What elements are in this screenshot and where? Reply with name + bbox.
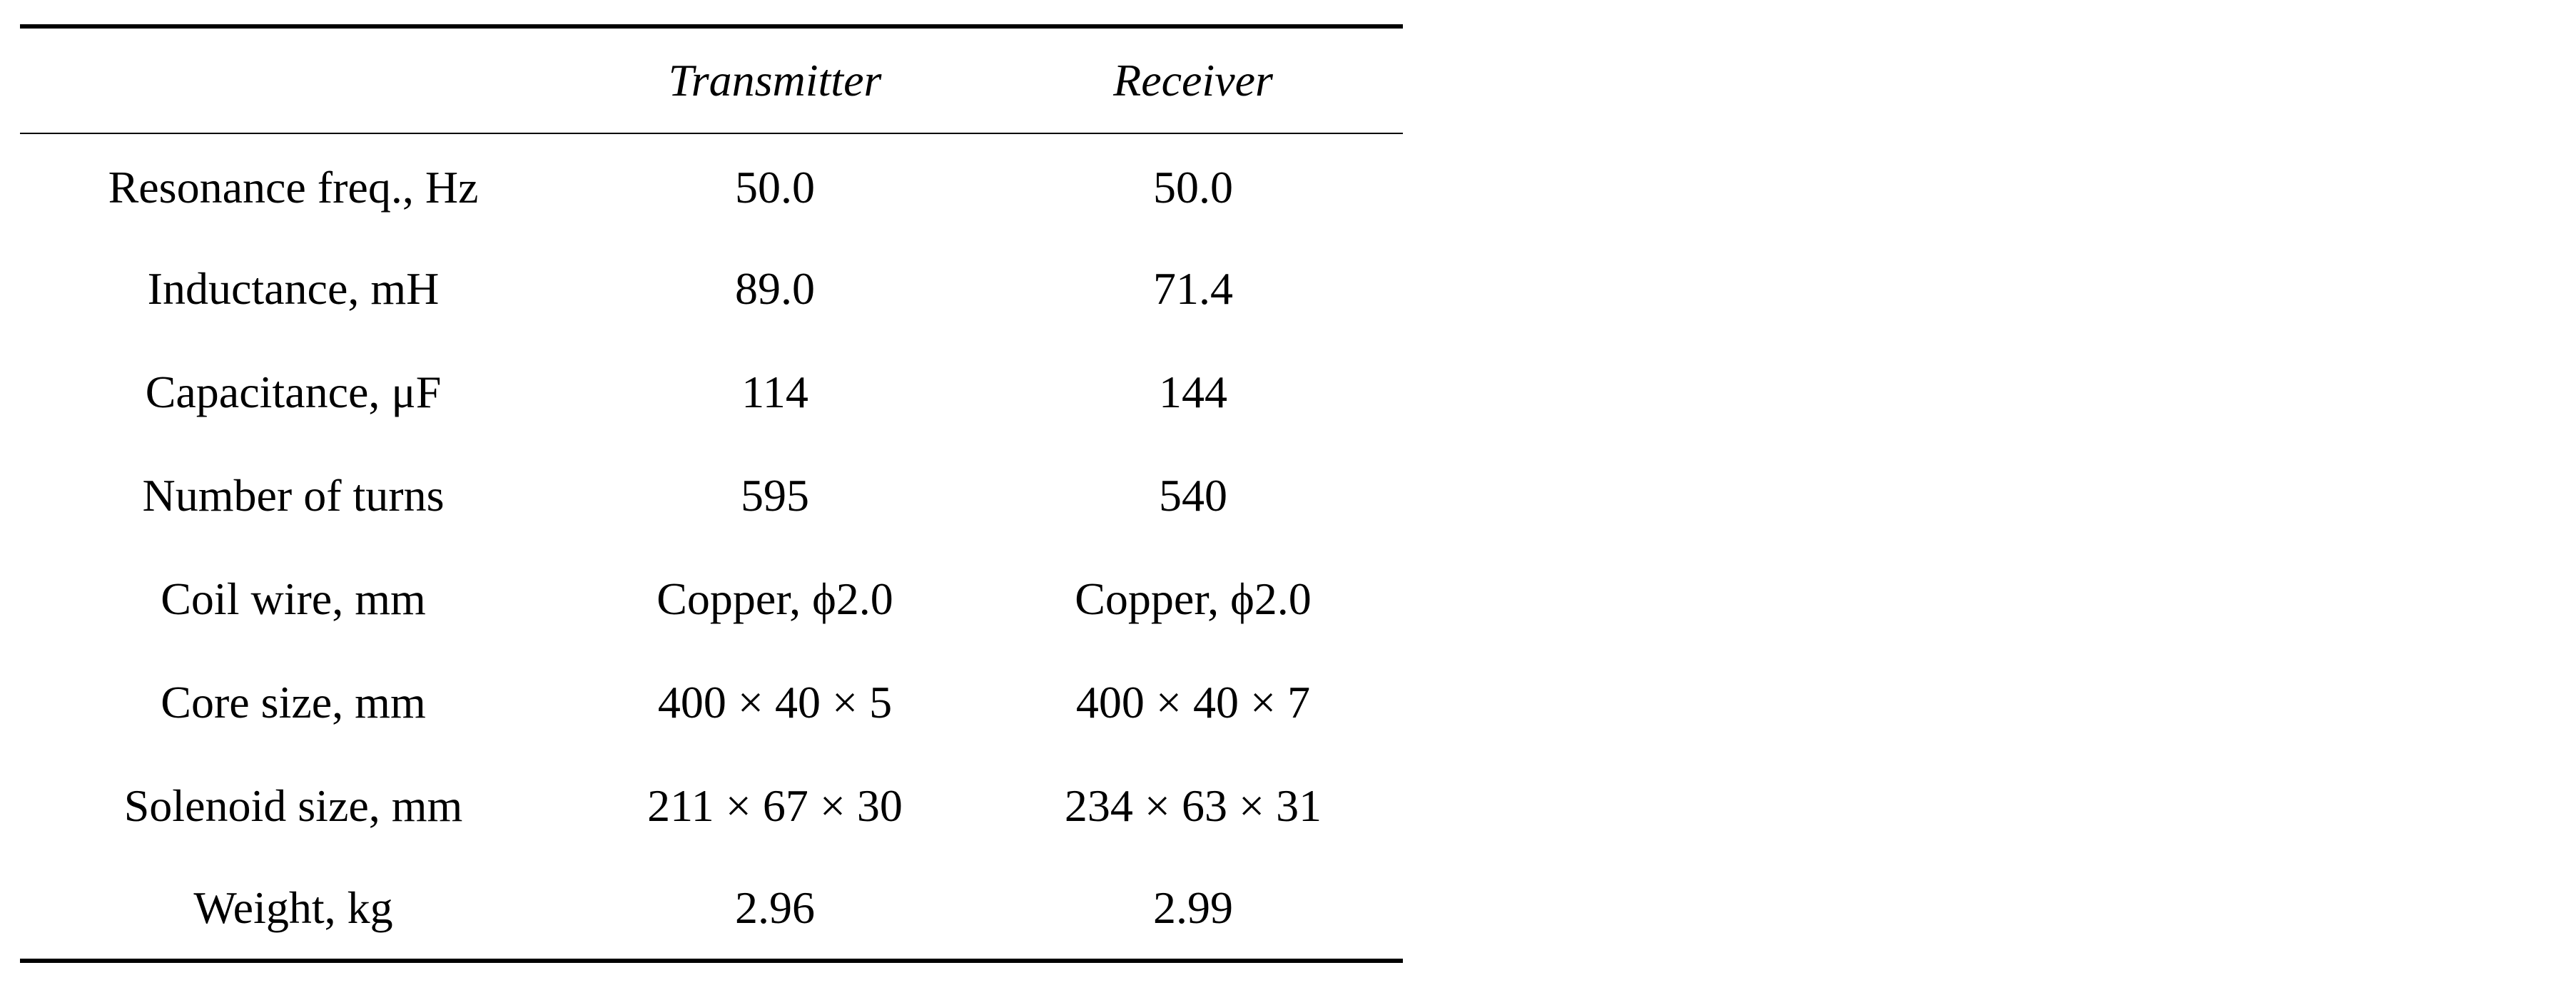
- transmitter-value: 595: [741, 469, 809, 521]
- row-label: Resonance freq., Hz: [108, 162, 479, 213]
- specification-table: [20, 24, 1403, 963]
- table-row: [20, 547, 1403, 650]
- table-row: [20, 650, 1403, 754]
- transmitter-value: 50.0: [735, 162, 815, 213]
- transmitter-value: Copper, ϕ2.0: [656, 573, 893, 624]
- receiver-value: 400 × 40 × 7: [1075, 676, 1311, 728]
- table-row: [20, 754, 1403, 857]
- header-transmitter: Transmitter: [567, 26, 983, 133]
- receiver-value: 2.99: [983, 857, 1403, 961]
- transmitter-value: 211 × 67 × 30: [647, 780, 903, 831]
- receiver-value: 540: [1159, 469, 1227, 521]
- receiver-value: 50.0: [1153, 162, 1233, 213]
- transmitter-value: 89.0: [735, 262, 815, 314]
- row-label: Coil wire, mm: [161, 573, 426, 624]
- transmitter-value: 2.96: [567, 857, 983, 961]
- row-label: Weight, kg: [20, 857, 567, 961]
- receiver-value: 71.4: [1153, 262, 1233, 314]
- table-row: [20, 237, 1403, 340]
- specification-table-container: [20, 24, 1403, 963]
- row-label: Core size, mm: [161, 676, 426, 728]
- table-row: [20, 340, 1403, 444]
- table-row: [20, 444, 1403, 547]
- receiver-value: 234 × 63 × 31: [1064, 780, 1322, 831]
- header-parameter: [20, 26, 567, 133]
- table-row: [20, 133, 1403, 237]
- table-header-row: [20, 26, 1403, 133]
- transmitter-value: 400 × 40 × 5: [657, 676, 893, 728]
- transmitter-value: 114: [741, 366, 808, 417]
- receiver-value: Copper, ϕ2.0: [1075, 573, 1312, 624]
- table-row: [20, 857, 1403, 961]
- row-label: Capacitance, μF: [145, 366, 442, 417]
- row-label: Number of turns: [142, 469, 445, 521]
- row-label: Solenoid size, mm: [123, 780, 463, 831]
- header-receiver: Receiver: [983, 26, 1403, 133]
- row-label: Inductance, mH: [147, 262, 440, 314]
- receiver-value: 144: [1159, 366, 1227, 417]
